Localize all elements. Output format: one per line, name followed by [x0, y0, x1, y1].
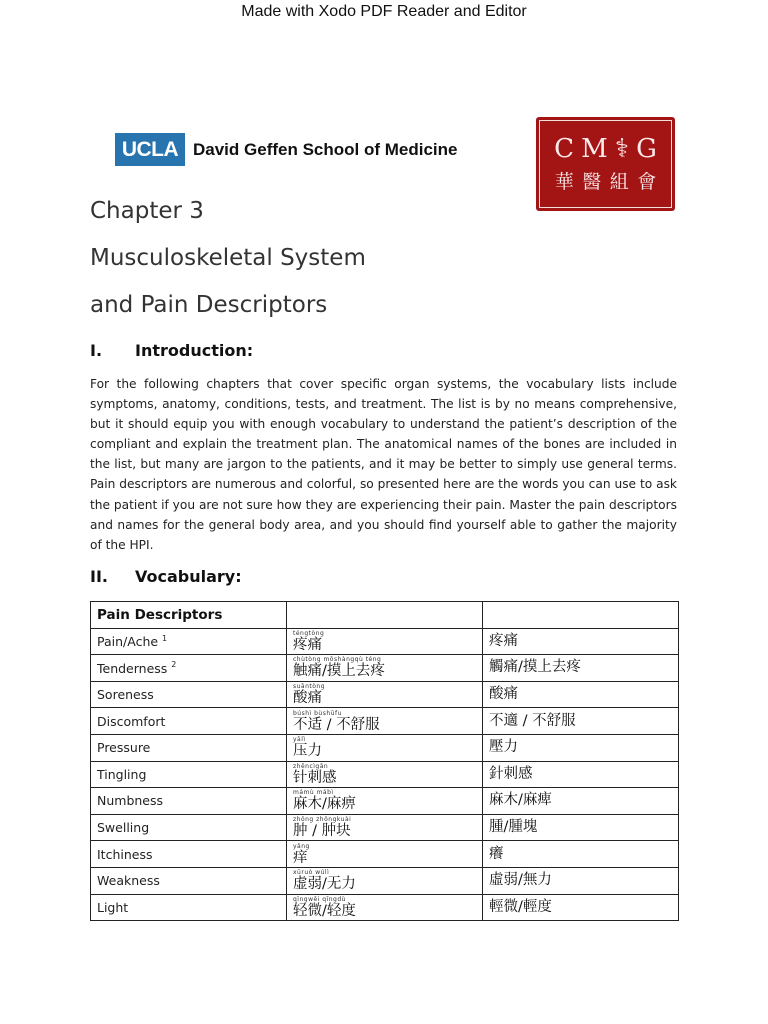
table-row — [91, 788, 679, 815]
english-term-cell — [91, 708, 287, 735]
english-term-cell — [91, 655, 287, 682]
english-term-cell — [91, 761, 287, 788]
simplified-chinese-cell — [287, 761, 483, 788]
english-term: Numbness — [97, 793, 164, 809]
simplified-chinese-cell — [287, 788, 483, 815]
simplified-chinese-cell — [287, 867, 483, 894]
english-term-cell — [91, 681, 287, 708]
cmg-letter: M — [581, 134, 608, 164]
simplified-chinese-term: 肿 / 肿块 — [293, 823, 351, 840]
traditional-chinese-term: 不適 / 不舒服 — [489, 712, 576, 729]
cmg-char: 醫 — [582, 171, 602, 193]
cmg-chinese-name — [551, 170, 661, 194]
section-number: II. — [90, 567, 108, 586]
cmg-letters — [551, 134, 661, 164]
table-header-cell-empty — [287, 602, 483, 629]
english-term: Itchiness — [97, 846, 153, 862]
section-title: Introduction: — [135, 341, 254, 360]
traditional-chinese-cell — [483, 841, 679, 868]
traditional-chinese-term: 輕微/輕度 — [489, 898, 552, 915]
simplified-chinese-term: 痒 — [293, 849, 308, 866]
traditional-chinese-term: 疼痛 — [489, 632, 518, 649]
section-number: I. — [90, 341, 103, 360]
pinyin: búshì bùshūfu — [293, 709, 342, 717]
chapter-title-line-2: and Pain Descriptors — [90, 292, 328, 318]
table-row — [91, 894, 679, 921]
simplified-chinese-term: 触痛/摸上去疼 — [293, 663, 385, 680]
footnote-marker: 2 — [171, 660, 177, 670]
simplified-chinese-cell — [287, 628, 483, 655]
pinyin: yǎng — [293, 842, 310, 850]
traditional-chinese-cell — [483, 655, 679, 682]
simplified-chinese-term: 不适 / 不舒服 — [293, 716, 380, 733]
simplified-chinese-term: 轻微/轻度 — [293, 902, 356, 919]
english-term: Soreness — [97, 687, 154, 703]
simplified-chinese-cell — [287, 655, 483, 682]
english-term: Tingling — [97, 766, 147, 782]
ucla-mark: UCLA — [115, 133, 185, 166]
traditional-chinese-cell — [483, 867, 679, 894]
cmg-char: 會 — [637, 171, 657, 193]
english-term-cell — [91, 867, 287, 894]
table-row — [91, 681, 679, 708]
table-header-cell: Pain Descriptors — [91, 602, 287, 629]
english-term-cell — [91, 841, 287, 868]
cmg-char: 組 — [609, 171, 629, 193]
simplified-chinese-term: 酸痛 — [293, 690, 322, 707]
cmg-letter: C — [554, 134, 574, 164]
simplified-chinese-term: 疼痛 — [293, 636, 322, 653]
cmg-char: 華 — [554, 171, 574, 193]
table-row — [91, 708, 679, 735]
introduction-paragraph: For the following chapters that cover specific organ systems, the vocabulary lists include symptoms, anatomy, conditions, tests, and treatment. The list is by no means comprehensive, but it should equip you with enough vocabulary to understand the patient’s description of the compliant and explain the treatment plan. The anatomical names of the bones are included in the list, but many are jargon to the patients, and it may be better to simply use general terms. Pain descriptors are numerous and colorful, so presented here are the words you can use to ask the patient if you are not sure how they are experiencing their pain. Master the pain descriptors and names for the general body area, and you should find yourself able to gather the majority of the HPI. — [90, 377, 677, 552]
footnote-marker: 1 — [162, 633, 168, 643]
introduction-heading — [90, 341, 253, 360]
section-title: Vocabulary: — [135, 567, 242, 586]
simplified-chinese-cell — [287, 734, 483, 761]
pinyin: zhēncìgǎn — [293, 762, 329, 770]
ucla-logo — [115, 133, 457, 166]
english-term: Light — [97, 899, 129, 915]
traditional-chinese-term: 麻木/麻痺 — [489, 792, 552, 809]
cmg-logo — [536, 117, 675, 211]
simplified-chinese-term: 压力 — [293, 743, 322, 760]
pinyin: zhǒng zhǒngkuài — [293, 816, 352, 824]
english-term: Discomfort — [97, 713, 166, 729]
pinyin: téngtòng — [293, 629, 325, 637]
traditional-chinese-cell — [483, 894, 679, 921]
vocabulary-table — [90, 601, 679, 921]
table-header-row — [91, 602, 679, 629]
traditional-chinese-cell — [483, 761, 679, 788]
table-row — [91, 867, 679, 894]
traditional-chinese-term: 觸痛/摸上去疼 — [489, 659, 581, 676]
english-term: Tenderness — [97, 660, 168, 676]
chapter-number: Chapter 3 — [90, 198, 204, 224]
traditional-chinese-cell — [483, 734, 679, 761]
simplified-chinese-cell — [287, 894, 483, 921]
table-row — [91, 628, 679, 655]
traditional-chinese-term: 針刺感 — [489, 765, 533, 782]
table-row — [91, 761, 679, 788]
english-term: Pain/Ache — [97, 633, 159, 649]
table-header-cell-empty — [483, 602, 679, 629]
pinyin: yālì — [293, 736, 306, 744]
pinyin: qīngwēi qīngdù — [293, 895, 346, 903]
table-row — [91, 814, 679, 841]
simplified-chinese-cell — [287, 708, 483, 735]
watermark: Made with Xodo PDF Reader and Editor — [241, 3, 527, 20]
english-term: Pressure — [97, 740, 151, 756]
ucla-school-name: David Geffen School of Medicine — [193, 139, 458, 159]
english-term: Weakness — [97, 873, 160, 889]
vocabulary-heading — [90, 567, 242, 586]
table-row — [91, 734, 679, 761]
english-term-cell — [91, 734, 287, 761]
caduceus-icon: ⚕ — [614, 134, 629, 164]
traditional-chinese-term: 虛弱/無力 — [489, 872, 552, 889]
pinyin: suāntòng — [293, 683, 326, 691]
pinyin: chùtòng mōshàngqù téng — [293, 656, 382, 664]
traditional-chinese-term: 癢 — [489, 845, 504, 862]
pinyin: mámù mábì — [293, 789, 334, 797]
traditional-chinese-cell — [483, 814, 679, 841]
english-term-cell — [91, 814, 287, 841]
english-term-cell — [91, 628, 287, 655]
traditional-chinese-cell — [483, 788, 679, 815]
traditional-chinese-term: 壓力 — [489, 739, 518, 756]
english-term-cell — [91, 788, 287, 815]
simplified-chinese-cell — [287, 814, 483, 841]
simplified-chinese-term: 针刺感 — [293, 769, 337, 786]
traditional-chinese-cell — [483, 628, 679, 655]
table-row — [91, 841, 679, 868]
cmg-letter: G — [636, 134, 657, 164]
simplified-chinese-term: 虚弱/无力 — [293, 876, 356, 893]
chapter-title-line-1: Musculoskeletal System — [90, 245, 366, 271]
traditional-chinese-term: 酸痛 — [489, 686, 518, 703]
english-term: Swelling — [97, 820, 150, 836]
english-term-cell — [91, 894, 287, 921]
simplified-chinese-cell — [287, 681, 483, 708]
traditional-chinese-cell — [483, 708, 679, 735]
traditional-chinese-cell — [483, 681, 679, 708]
pinyin: xūruò wúlì — [293, 869, 330, 877]
simplified-chinese-cell — [287, 841, 483, 868]
simplified-chinese-term: 麻木/麻痹 — [293, 796, 356, 813]
table-row — [91, 655, 679, 682]
traditional-chinese-term: 腫/腫塊 — [489, 819, 538, 836]
